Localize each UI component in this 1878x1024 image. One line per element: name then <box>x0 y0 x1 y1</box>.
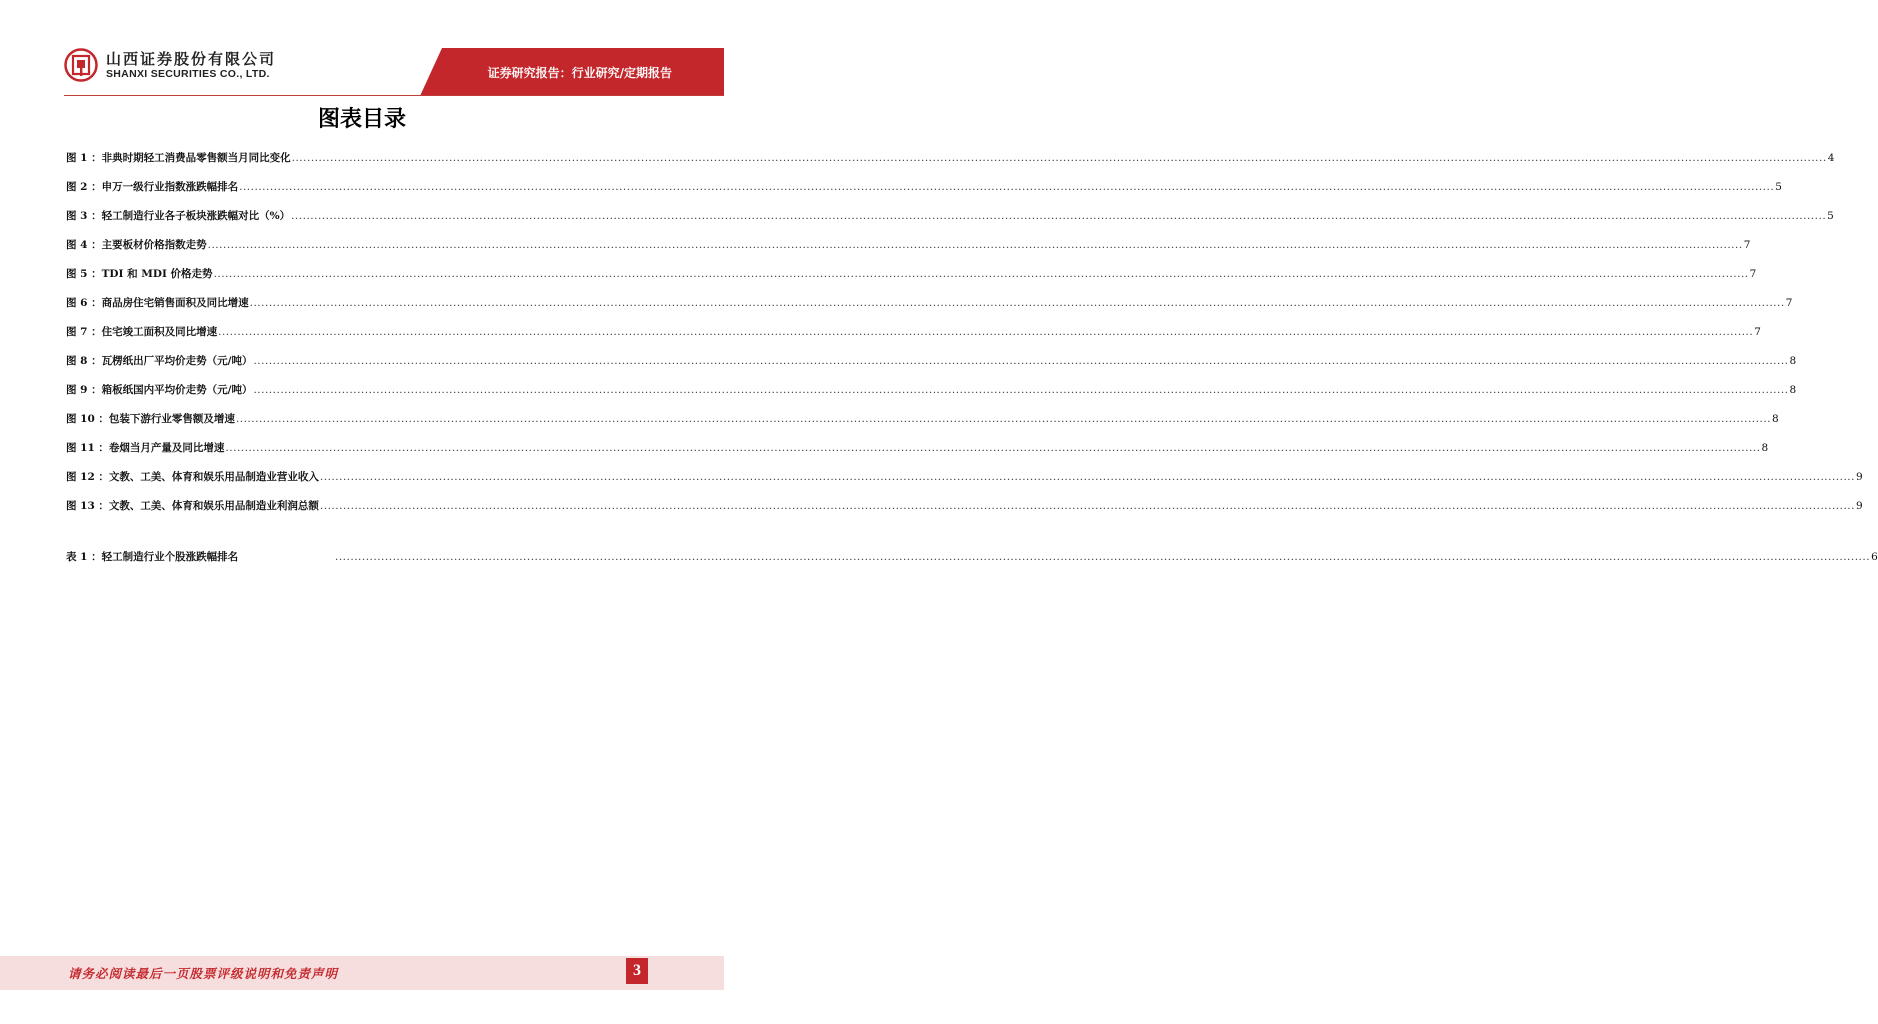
toc-entry-page: 8 <box>1789 384 1797 396</box>
toc-entry[interactable] <box>66 382 1797 411</box>
toc-entry-label: 图 11 ：卷烟当月产量及同比增速 <box>66 442 225 454</box>
report-type-label: 证券研究报告：行业研究/定期报告 <box>487 66 672 80</box>
toc-entry-label: 图 3 ：轻工制造行业各子板块涨跌幅对比（%） <box>66 210 291 222</box>
toc-title: 图表目录 <box>317 107 406 132</box>
toc-leader-dots: ................................................................................................................................................................................................................................................................................................................................................................................................................ <box>225 442 1761 454</box>
shanxi-securities-logo-icon <box>64 48 98 82</box>
toc-leader-dots: ................................................................................................................................................................................................................................................................................................................................................................................................................ <box>218 326 1754 338</box>
toc-entry[interactable] <box>66 440 1769 469</box>
toc-entry-page: 9 <box>1855 500 1863 512</box>
toc-entry-page: 7 <box>1754 326 1761 338</box>
page-number: 3 <box>626 958 648 984</box>
toc-leader-dots: ................................................................................................................................................................................................................................................................................................................................................................................................................ <box>253 384 1789 396</box>
toc-leader-dots: ................................................................................................................................................................................................................................................................................................................................................................................................................ <box>253 355 1789 367</box>
toc-leader-dots: ................................................................................................................................................................................................................................................................................................................................................................................................................ <box>235 413 1771 425</box>
toc-entry-page: 8 <box>1789 355 1797 367</box>
toc-entry[interactable] <box>66 208 1834 237</box>
toc-entry-label: 图 9 ：箱板纸国内平均价走势（元/吨） <box>66 384 253 396</box>
toc-entry-page: 5 <box>1775 181 1782 193</box>
toc-table-page: 6 <box>1871 551 1878 563</box>
toc-entry-page: 9 <box>1855 471 1863 483</box>
toc-entry[interactable] <box>66 150 1835 179</box>
toc-entry-page: 7 <box>1785 297 1793 309</box>
toc-entry-label: 图 1 ：非典时期轻工消费品零售额当月同比变化 <box>66 152 291 164</box>
toc-entry[interactable] <box>66 179 1782 208</box>
footer-disclaimer: 请务必阅读最后一页股票评级说明和免责声明 <box>68 966 339 981</box>
toc-entry-page: 4 <box>1827 152 1835 164</box>
toc-entry[interactable] <box>66 266 1757 295</box>
toc-entry[interactable] <box>66 469 1863 498</box>
toc-entry-page: 5 <box>1827 210 1834 222</box>
toc-entry[interactable] <box>66 237 1751 266</box>
toc-entry-label: 图 5 ：TDI 和 MDI 价格走势 <box>66 268 213 280</box>
toc-entry-label: 图 6 ：商品房住宅销售面积及同比增速 <box>66 297 249 309</box>
toc-entry-page: 8 <box>1772 413 1779 425</box>
toc-entry-label: 图 2 ：申万一级行业指数涨跌幅排名 <box>66 181 239 193</box>
toc-leader-dots: ................................................................................................................................................................................................................................................................................................................................................................................................................ <box>319 471 1855 483</box>
toc-entry-label: 图 12 ：文教、工美、体育和娱乐用品制造业营业收入 <box>66 471 319 483</box>
toc-leader-dots: ................................................................................................................................................................................................................................................................................................................................................................................................................ <box>291 210 1827 222</box>
toc-table-entry[interactable] <box>66 549 1878 578</box>
page-header <box>0 0 724 100</box>
toc-leader-dots: ................................................................................................................................................................................................................................................................................................................................................................................................................ <box>239 181 1775 193</box>
toc-entry[interactable] <box>66 324 1761 353</box>
toc-entry[interactable] <box>66 295 1793 324</box>
toc-entry[interactable] <box>66 411 1779 440</box>
toc-entry-label: 图 10 ：包装下游行业零售额及增速 <box>66 413 235 425</box>
toc-entry-label: 图 13 ：文教、工美、体育和娱乐用品制造业利润总额 <box>66 500 319 512</box>
toc-entry-label: 图 4 ：主要板材价格指数走势 <box>66 239 207 251</box>
toc-leader-dots: ................................................................................................................................................................................................................................................................................................................................................................................................................ <box>335 551 1871 563</box>
toc-entry-page: 7 <box>1749 268 1757 280</box>
table-list <box>66 549 1878 578</box>
toc-entry-page: 7 <box>1743 239 1751 251</box>
toc-leader-dots: ................................................................................................................................................................................................................................................................................................................................................................................................................ <box>291 152 1827 164</box>
toc-leader-dots: ................................................................................................................................................................................................................................................................................................................................................................................................................ <box>249 297 1785 309</box>
company-name-cn: 山西证券股份有限公司 <box>106 50 277 68</box>
toc-entry-page: 8 <box>1761 442 1769 454</box>
toc-entry[interactable] <box>66 498 1863 527</box>
company-name-en: SHANXI SECURITIES CO., LTD. <box>106 68 270 80</box>
header-divider <box>64 95 724 96</box>
toc-entry-label: 图 8 ：瓦楞纸出厂平均价走势（元/吨） <box>66 355 253 367</box>
toc-leader-dots: ................................................................................................................................................................................................................................................................................................................................................................................................................ <box>213 268 1749 280</box>
toc-leader-dots: ................................................................................................................................................................................................................................................................................................................................................................................................................ <box>319 500 1855 512</box>
toc-entry-label: 图 7 ：住宅竣工面积及同比增速 <box>66 326 218 338</box>
toc-table-label: 表 1 ：轻工制造行业个股涨跌幅排名 <box>66 551 239 563</box>
toc-entry[interactable] <box>66 353 1797 382</box>
figure-list <box>66 150 1863 527</box>
toc-leader-dots: ................................................................................................................................................................................................................................................................................................................................................................................................................ <box>207 239 1743 251</box>
